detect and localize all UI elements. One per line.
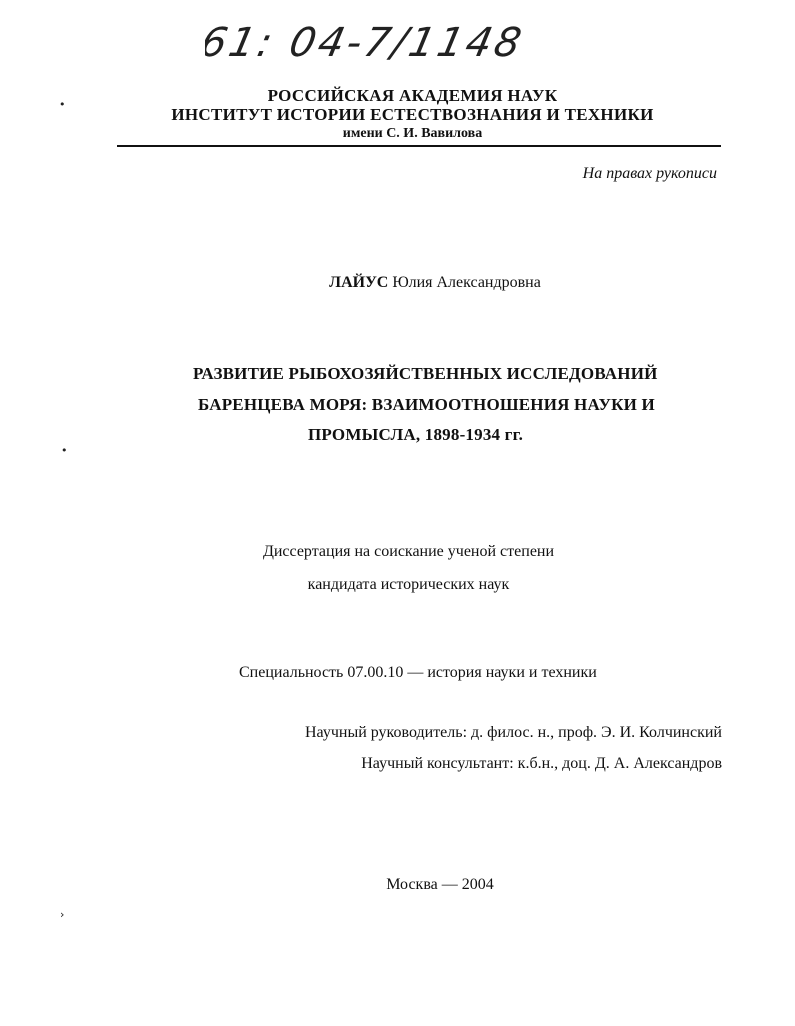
- scan-mark: ›: [60, 908, 65, 921]
- author-surname: ЛАЙУС: [329, 274, 389, 291]
- institution-academy: РОССИЙСКАЯ АКАДЕМИЯ НАУК: [267, 86, 558, 105]
- institution-named-after: имени С. И. Вавилова: [342, 126, 483, 141]
- handwritten-archive-code: [205, 6, 525, 74]
- header-divider: [117, 145, 721, 147]
- dissertation-title-line-2: БАРЕНЦЕВА МОРЯ: ВЗАИМООТНОШЕНИЯ НАУКИ И: [198, 395, 655, 414]
- manuscript-rights-note: На правах рукописи: [582, 165, 717, 182]
- scan-mark: •: [59, 98, 66, 111]
- specialty-line: Специальность 07.00.10 — история науки и техники: [239, 664, 597, 681]
- author-given-names: Юлия Александровна: [392, 274, 541, 291]
- city-year: Москва — 2004: [386, 876, 494, 893]
- dissertation-degree-line-1: Диссертация на соискание ученой степени: [262, 543, 555, 560]
- dissertation-degree-line-2: кандидата исторических наук: [307, 576, 510, 593]
- dissertation-title-line-1: РАЗВИТИЕ РЫБОХОЗЯЙСТВЕННЫХ ИССЛЕДОВАНИЙ: [193, 364, 658, 383]
- handwritten-code-text: 61: 04-7/1148: [205, 18, 525, 66]
- dissertation-title-line-3: ПРОМЫСЛА, 1898-1934 гг.: [308, 425, 524, 444]
- scientific-consultant: Научный консультант: к.б.н., доц. Д. А. Александров: [361, 755, 722, 772]
- institution-institute: ИНСТИТУТ ИСТОРИИ ЕСТЕСТВОЗНАНИЯ И ТЕХНИКИ: [171, 105, 654, 124]
- scan-mark: •: [61, 444, 68, 457]
- author-name: [0, 274, 795, 292]
- handwritten-code-graphic: [205, 6, 525, 74]
- scientific-supervisor: Научный руководитель: д. филос. н., проф. Э. И. Колчинский: [304, 724, 722, 741]
